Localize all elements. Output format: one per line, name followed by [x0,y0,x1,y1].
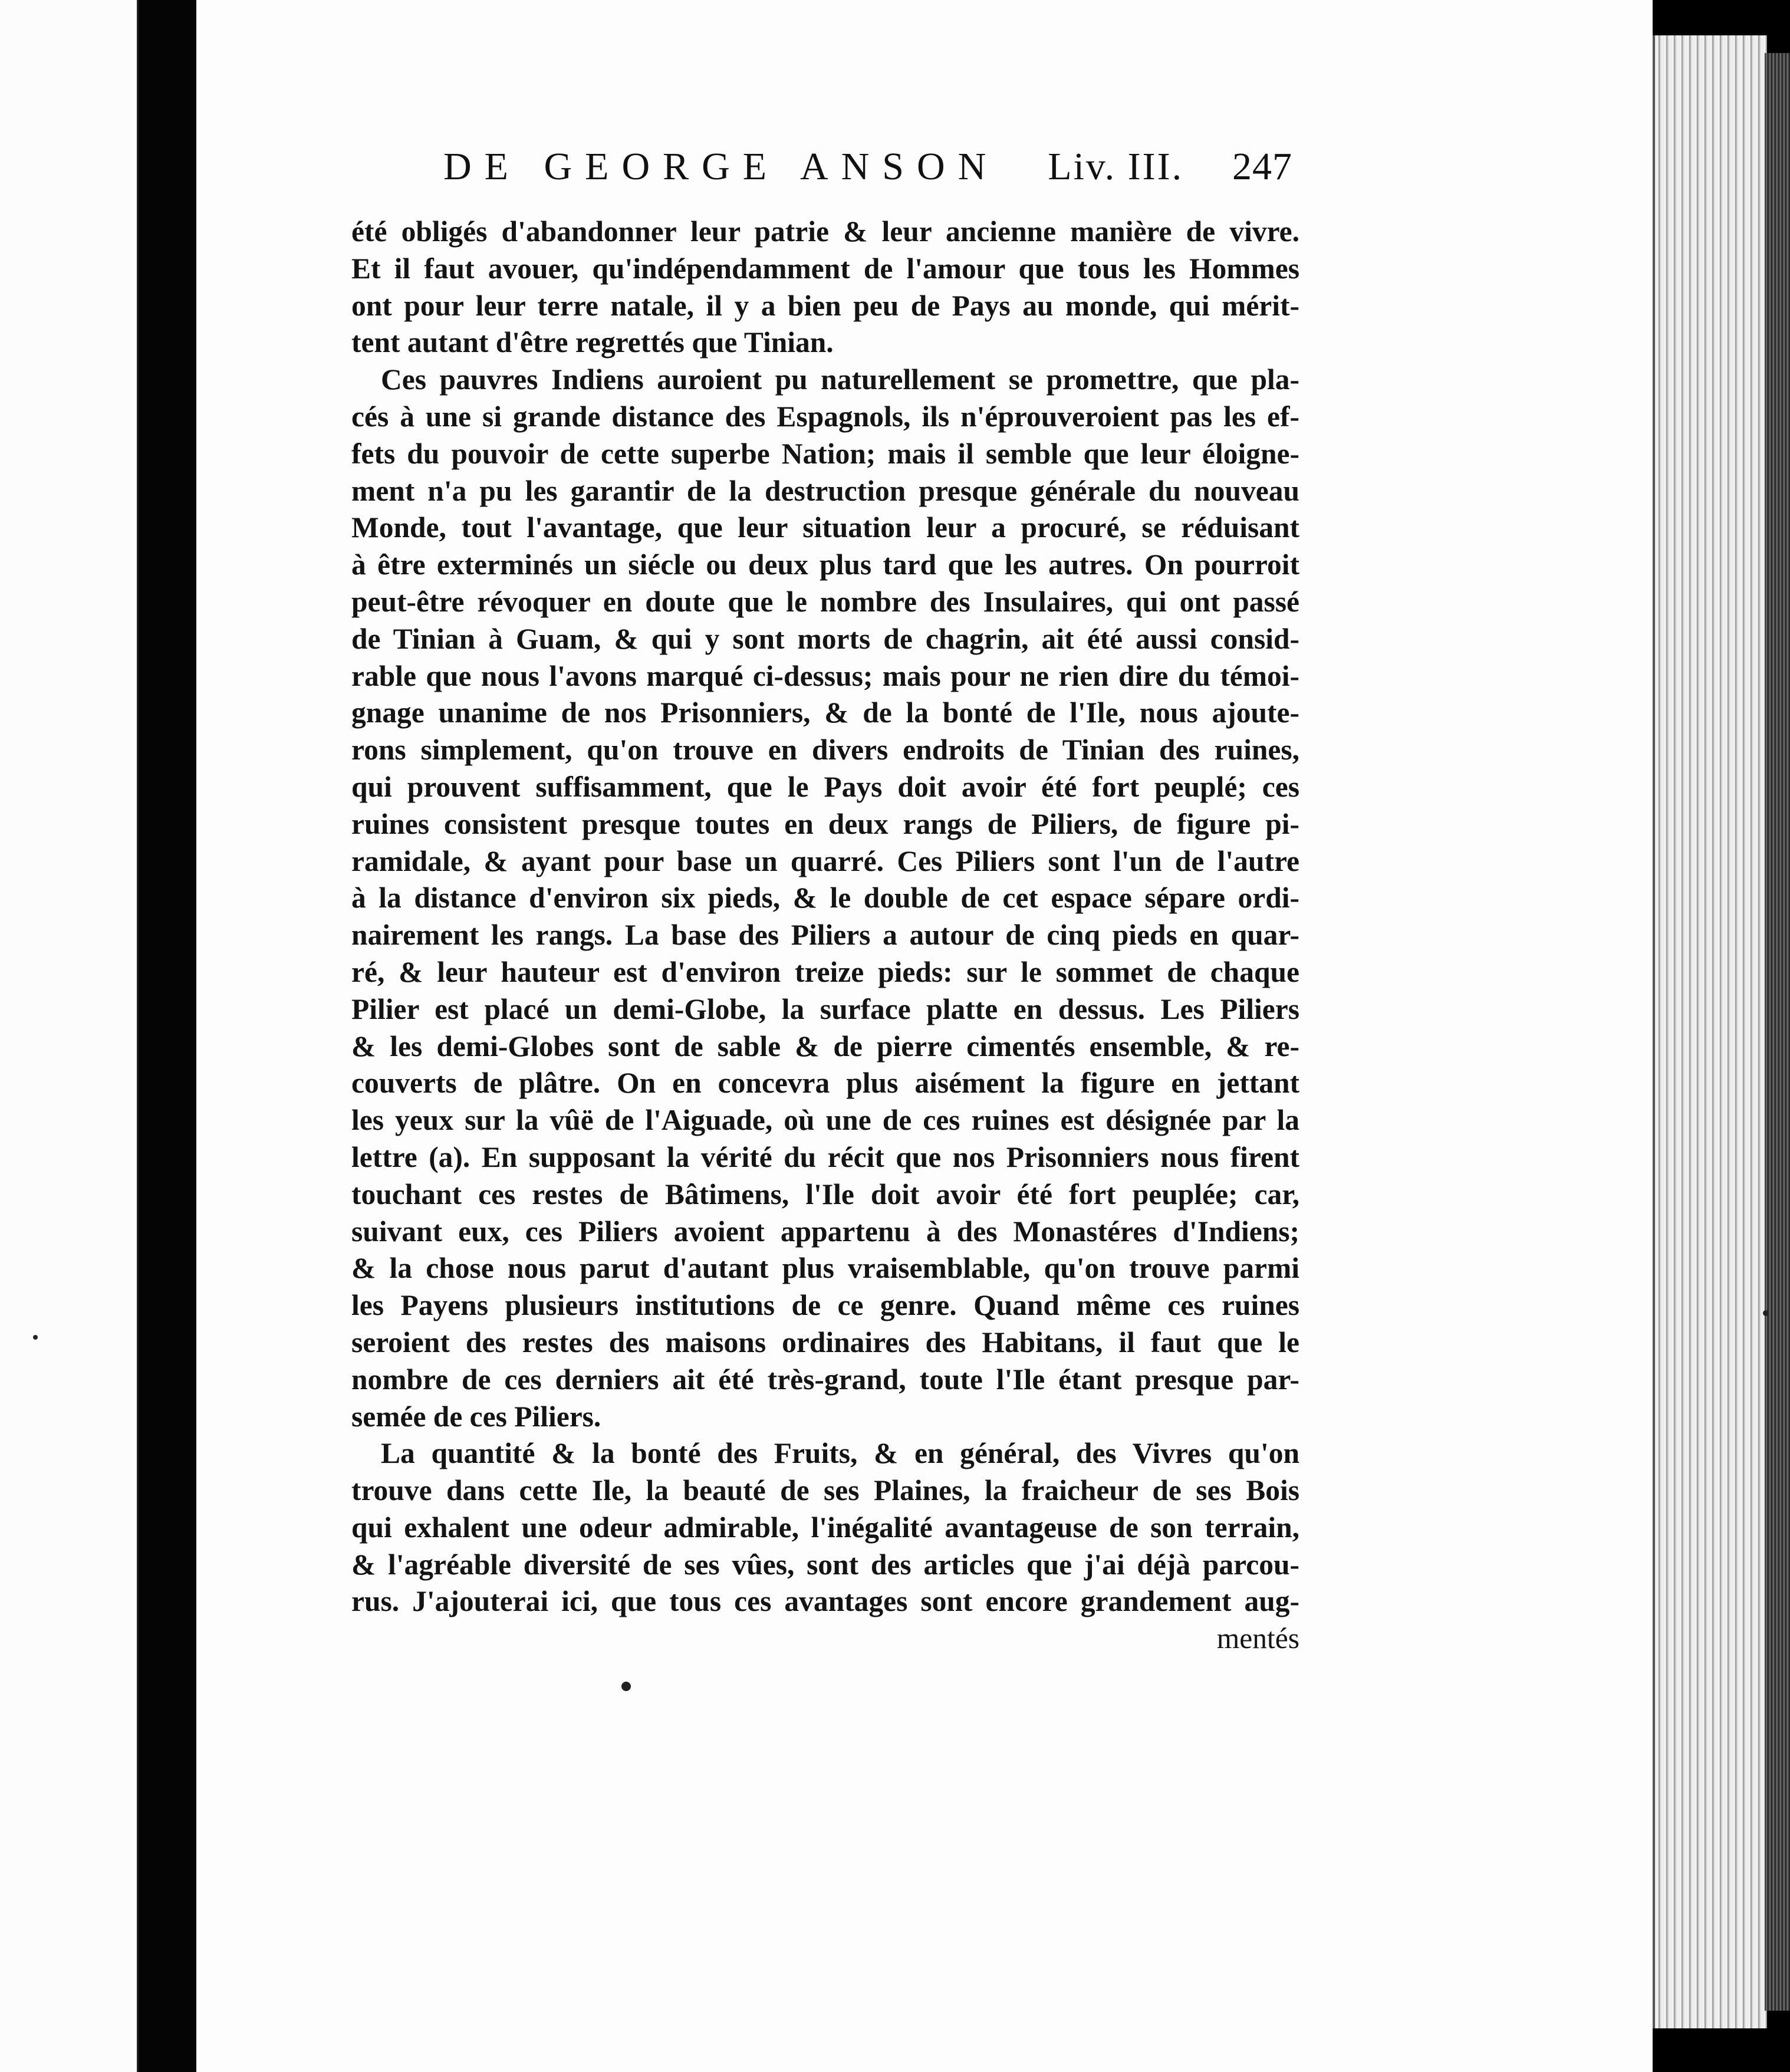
page-stack-edge [1653,35,1767,2028]
text-line: rus. J'ajouterai ici, que tous ces avantages sont encore grandement aug- [351,1585,1299,1618]
text-line: peut-être révoquer en doute que le nombre des Insulaires, qui ont passé [351,585,1299,618]
running-head-title: DE GEORGE ANSON [443,145,999,188]
body-text [351,213,1299,1657]
text-line: les yeux sur la vûë de l'Aiguade, où une de ces ruines est désignée par la [351,1104,1299,1137]
text-line: fets du pouvoir de cette superbe Nation; mais il semble que leur éloigne- [351,437,1299,470]
text-line: les Payens plusieurs institutions de ce genre. Quand même ces ruines [351,1289,1299,1322]
catchword: mentés [1216,1622,1299,1655]
text-line: rable que nous l'avons marqué ci-dessus; mais pour ne rien dire du témoi- [351,659,1299,692]
text-line: seroient des restes des maisons ordinaires des Habitans, il faut que le [351,1326,1299,1359]
text-line: touchant ces restes de Bâtimens, l'Ile doit avoir été fort peuplée; car, [351,1178,1299,1211]
text-line: & les demi-Globes sont de sable & de pierre cimentés ensemble, & re- [351,1030,1299,1063]
text-line: trouve dans cette Ile, la beauté de ses Plaines, la fraicheur de ses Bois [351,1474,1299,1507]
text-line: lettre (a). En supposant la vérité du récit que nos Prisonniers nous firent [351,1140,1299,1173]
text-line: Ces pauvres Indiens auroient pu naturellement se promettre, que pla- [381,363,1299,396]
text-line: à la distance d'environ six pieds, & le double de cet espace sépare ordi- [351,882,1299,915]
text-line: nombre de ces derniers ait été très-grand, toute l'Ile étant presque par- [351,1363,1299,1396]
text-line: Et il faut avouer, qu'indépendamment de l'amour que tous les Hommes [351,252,1299,285]
text-line: qui prouvent suffisamment, que le Pays doit avoir été fort peuplé; ces [351,770,1299,803]
text-line: Monde, tout l'avantage, que leur situation leur a procuré, se réduisant [351,511,1299,544]
text-line: semée de ces Piliers. [351,1400,601,1433]
text-line: ré, & leur hauteur est d'environ treize pieds: sur le sommet de chaque [351,955,1299,988]
text-line: à être exterminés un siécle ou deux plus tard que les autres. On pourroit [351,548,1299,581]
text-line: couverts de plâtre. On en concevra plus aisément la figure en jettant [351,1067,1299,1100]
page-number: 247 [1232,145,1292,188]
text-line: ment n'a pu les garantir de la destruction presque générale du nouveau [351,474,1299,507]
text-line: nairement les rangs. La base des Piliers a autour de cinq pieds en quar- [351,919,1299,952]
text-line: ramidale, & ayant pour base un quarré. Ces Piliers sont l'un de l'autre [351,844,1299,877]
running-head-book: Liv. III. [1048,145,1184,188]
speck [621,1682,631,1691]
text-line: gnage unanime de nos Prisonniers, & de la bonté de l'Ile, nous ajoute- [351,696,1299,729]
text-line: rons simplement, qu'on trouve en divers endroits de Tinian des ruines, [351,734,1299,767]
page-stack-shadow [1765,53,1790,2011]
text-line: Pilier est placé un demi-Globe, la surface platte en dessus. Les Piliers [351,992,1299,1025]
running-head [443,144,1292,198]
text-line: La quantité & la bonté des Fruits, & en général, des Vivres qu'on [381,1437,1299,1470]
text-line: cés à une si grande distance des Espagnols, ils n'éprouveroient pas les ef- [351,400,1299,433]
text-line: qui exhalent une odeur admirable, l'inégalité avantageuse de son terrain, [351,1511,1299,1544]
gutter-shadow [139,0,196,2072]
text-line: suivant eux, ces Piliers avoient appartenu à des Monastéres d'Indiens; [351,1215,1299,1248]
facing-page-edge [0,0,139,2072]
text-line: ruines consistent presque toutes en deux rangs de Piliers, de figure pi- [351,807,1299,840]
text-line: & l'agréable diversité de ses vûes, sont des articles que j'ai déjà parcou- [351,1548,1299,1581]
speck [1763,1310,1769,1316]
speck [33,1335,38,1340]
text-line: ont pour leur terre natale, il y a bien peu de Pays au monde, qui mérit- [351,289,1299,322]
text-line: été obligés d'abandonner leur patrie & leur ancienne manière de vivre. [351,215,1299,248]
text-line: tent autant d'être regrettés que Tinian. [351,326,834,359]
text-line: de Tinian à Guam, & qui y sont morts de chagrin, ait été aussi consid- [351,622,1299,655]
text-line: & la chose nous parut d'autant plus vraisemblable, qu'on trouve parmi [351,1252,1299,1285]
